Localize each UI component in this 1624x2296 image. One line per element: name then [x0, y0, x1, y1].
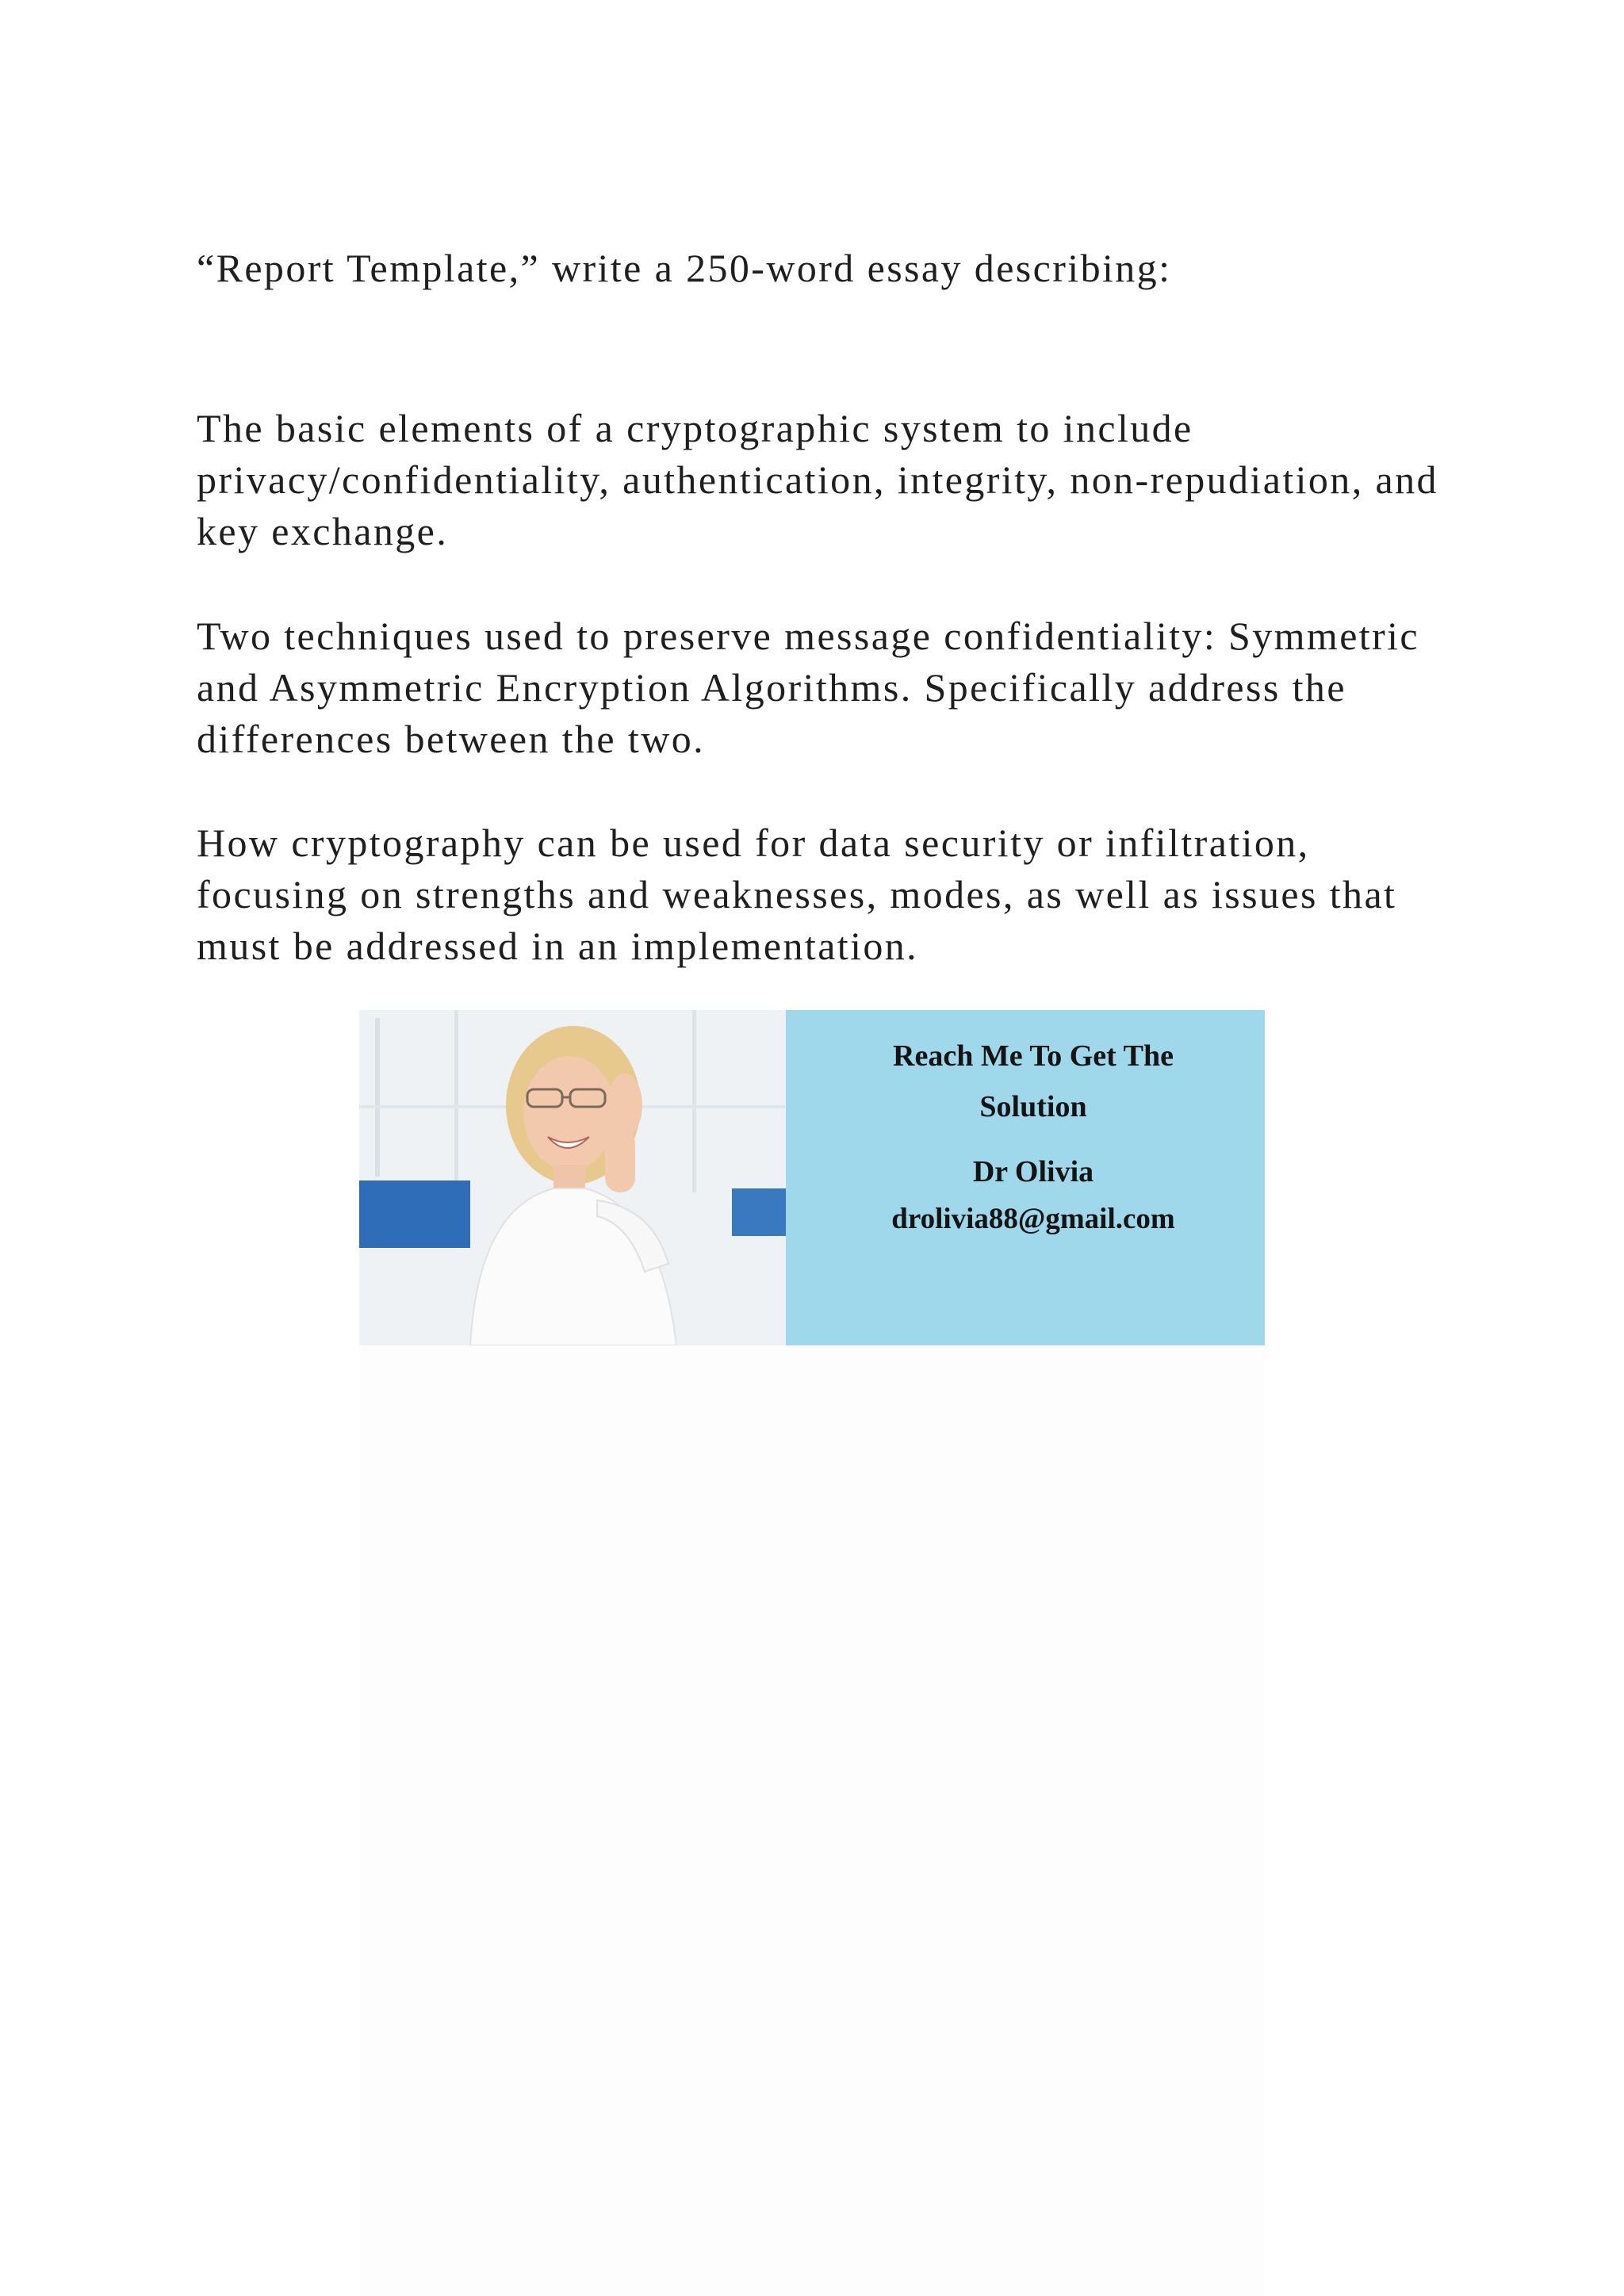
- contact-heading-line2: Solution: [979, 1090, 1087, 1123]
- contact-heading-line1: Reach Me To Get The: [893, 1039, 1174, 1073]
- paragraph-basic-elements: The basic elements of a cryptographic system to include privacy/confidentiality, authentication, integrity, non-repudiation, and key exchange.: [197, 406, 1438, 553]
- intro-line: “Report Template,” write a 250-word essay describing:: [197, 246, 1172, 290]
- paragraph-cryptography-uses: How cryptography can be used for data security or infiltration, focusing on strengths and weaknesses, modes, as well as issues that must be addressed in an implementation.: [197, 821, 1397, 968]
- paragraph-two-techniques: Two techniques used to preserve message confidentiality: Symmetric and Asymmetric Encryption Algorithms. Specifically address the differences between the two.: [197, 614, 1420, 761]
- contact-email: drolivia88@gmail.com: [891, 1203, 1175, 1235]
- woman-photo: [359, 1010, 786, 1345]
- woman-illustration: [359, 1010, 786, 1345]
- banner-shadow-area: [359, 1345, 1265, 2296]
- contact-name: Dr Olivia: [972, 1155, 1094, 1188]
- contact-panel: [786, 1010, 1265, 1345]
- contact-banner: [359, 1010, 1265, 1345]
